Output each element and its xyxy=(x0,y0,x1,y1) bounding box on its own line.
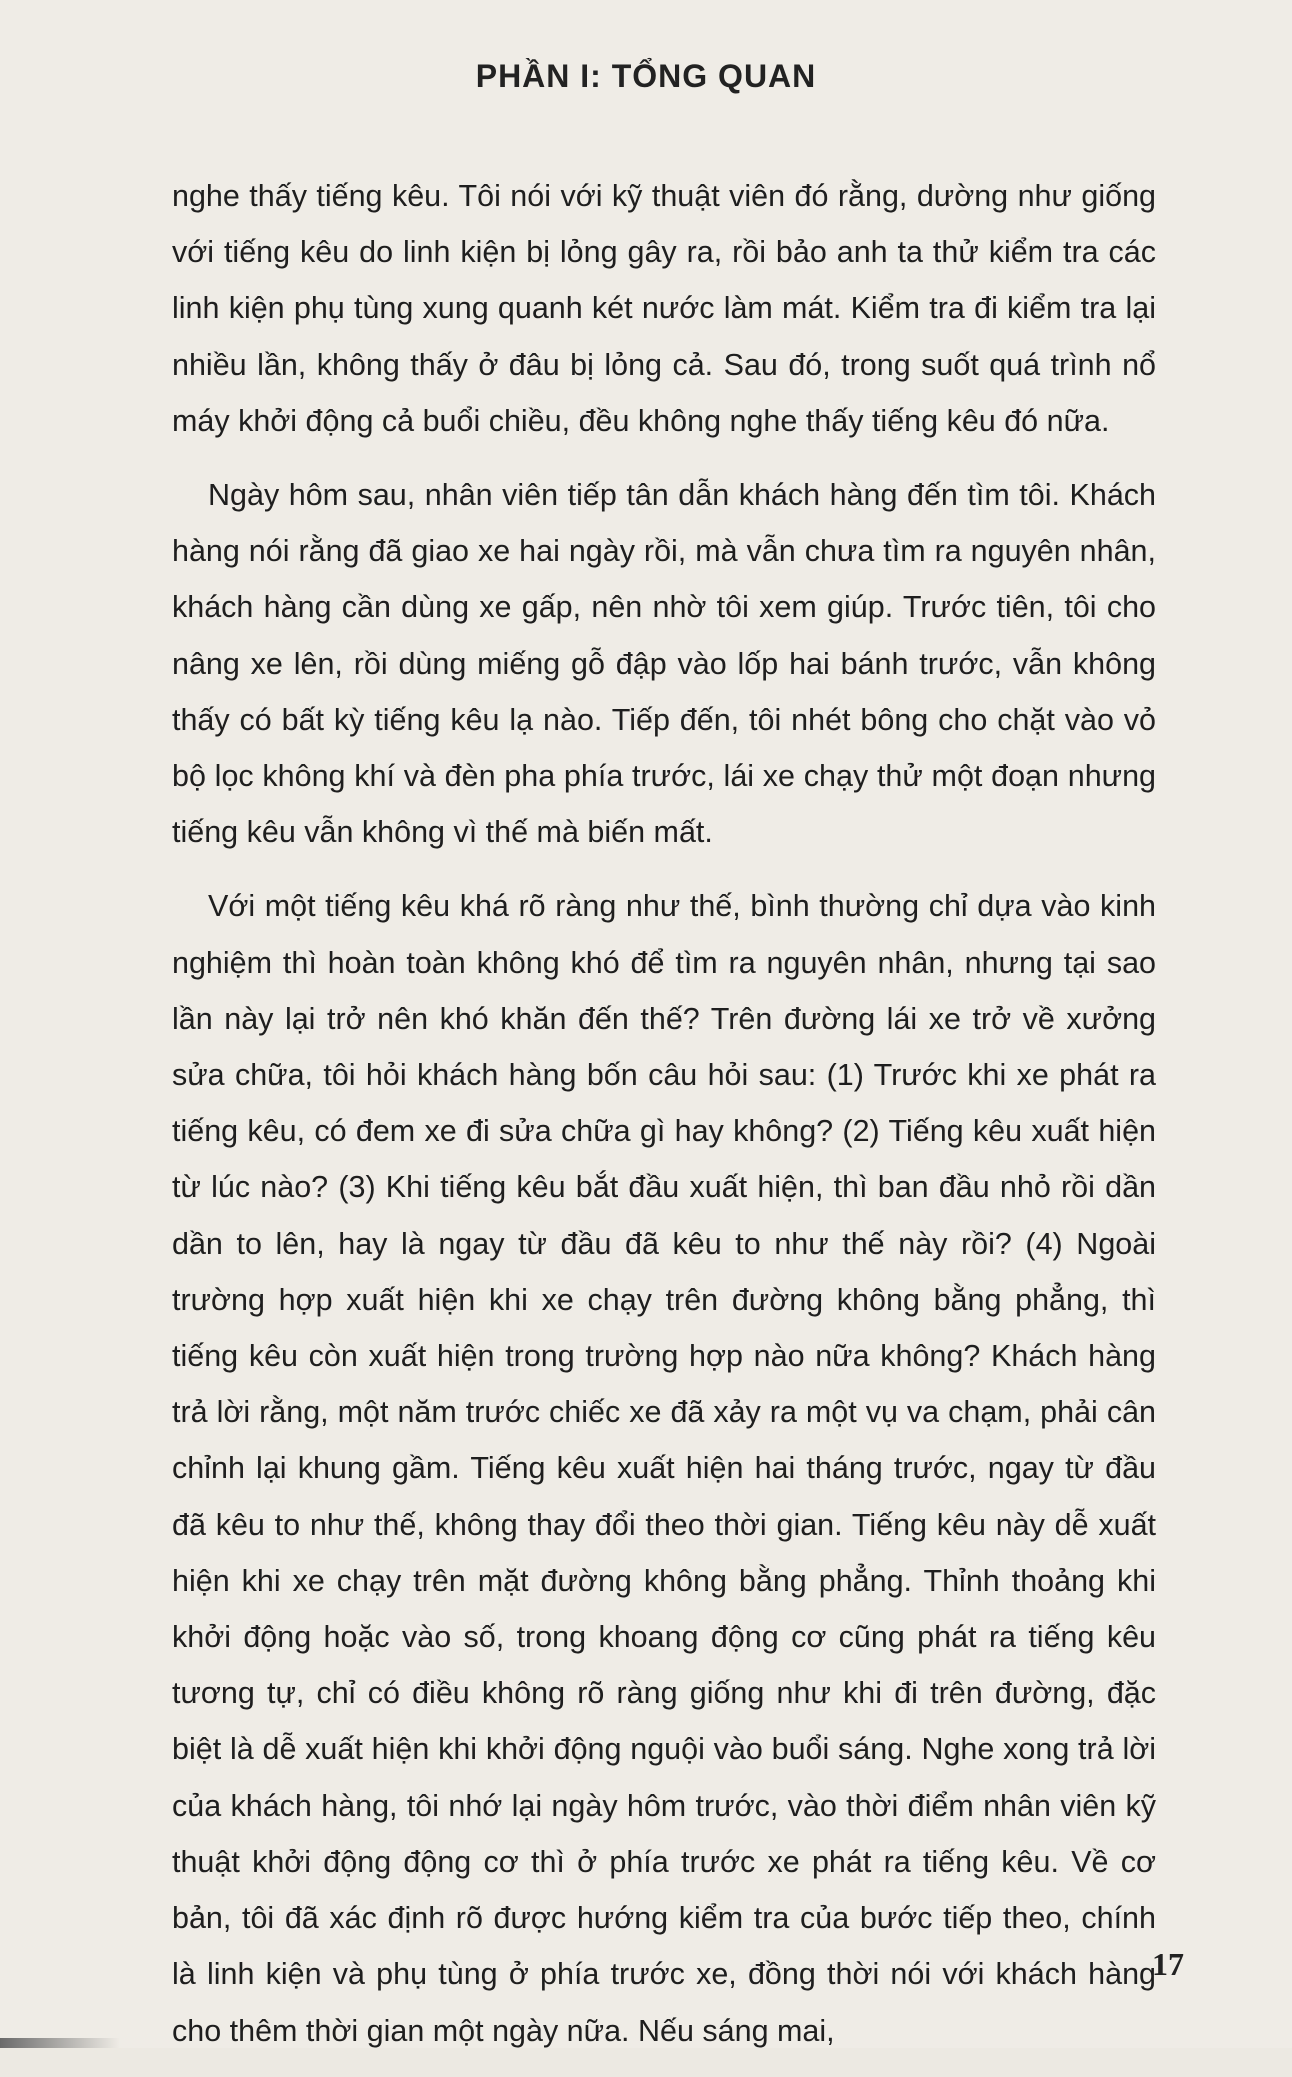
paragraph-1: nghe thấy tiếng kêu. Tôi nói với kỹ thuật viên đó rằng, dường như giống với tiếng kêu do linh kiện bị lỏng gây ra, rồi bảo anh ta thử kiểm tra các linh kiện phụ tùng xung quanh két nước làm mát. Kiểm tra đi kiểm tra lại nhiều lần, không thấy ở đâu bị lỏng cả. Sau đó, trong suốt quá trình nổ máy khởi động cả buổi chiều, đều không nghe thấy tiếng kêu đó nữa. xyxy=(172,179,1156,438)
body-text xyxy=(172,168,1156,2077)
running-header: PHẦN I: TỔNG QUAN xyxy=(475,58,817,94)
paragraph-2: Ngày hôm sau, nhân viên tiếp tân dẫn khách hàng đến tìm tôi. Khách hàng nói rằng đã giao xe hai ngày rồi, mà vẫn chưa tìm ra nguyên nhân, khách hàng cần dùng xe gấp, nên nhờ tôi xem giúp. Trước tiên, tôi cho nâng xe lên, rồi dùng miếng gỗ đập vào lốp hai bánh trước, vẫn không thấy có bất kỳ tiếng kêu lạ nào. Tiếp đến, tôi nhét bông cho chặt vào vỏ bộ lọc không khí và đèn pha phía trước, lái xe chạy thử một đoạn nhưng tiếng kêu vẫn không vì thế mà biến mất. xyxy=(172,478,1156,850)
paragraph-3: Với một tiếng kêu khá rõ ràng như thế, bình thường chỉ dựa vào kinh nghiệm thì hoàn toàn không khó để tìm ra nguyên nhân, nhưng tại sao lần này lại trở nên khó khăn đến thế? Trên đường lái xe trở về xưởng sửa chữa, tôi hỏi khách hàng bốn câu hỏi sau: (1) Trước khi xe phát ra tiếng kêu, có đem xe đi sửa chữa gì hay không? (2) Tiếng kêu xuất hiện từ lúc nào? (3) Khi tiếng kêu bắt đầu xuất hiện, thì ban đầu nhỏ rồi dần dần to lên, hay là ngay từ đầu đã kêu to như thế này rồi? (4) Ngoài trường hợp xuất hiện khi xe chạy trên đường không bằng phẳng, thì tiếng kêu còn xuất hiện trong trường hợp nào nữa không? Khách hàng trả lời rằng, một năm trước chiếc xe đã xảy ra một vụ va chạm, phải cân chỉnh lại khung gầm. Tiếng kêu xuất hiện hai tháng trước, ngay từ đầu đã kêu to như thế, không thay đổi theo thời gian. Tiếng kêu này dễ xuất hiện khi xe chạy trên mặt đường không bằng phẳng. Thỉnh thoảng khi khởi động hoặc vào số, trong khoang động cơ cũng phát ra tiếng kêu tương tự, chỉ có điều không rõ ràng giống như khi đi trên đường, đặc biệt là dễ xuất hiện khi khởi động nguội vào buổi sáng. Nghe xong trả lời của khách hàng, tôi nhớ lại ngày hôm trước, vào thời điểm nhân viên kỹ thuật khởi động động cơ thì ở phía trước xe phát ra tiếng kêu. Về cơ bản, tôi đã xác định rõ được hướng kiểm tra của bước tiếp theo, chính là linh kiện và phụ tùng ở phía trước xe, đồng thời nói với khách hàng cho thêm thời gian một ngày nữa. Nếu sáng mai, xyxy=(172,889,1156,2048)
page-number: 17 xyxy=(1152,1946,1184,1982)
scan-edge-shadow xyxy=(0,2038,120,2048)
